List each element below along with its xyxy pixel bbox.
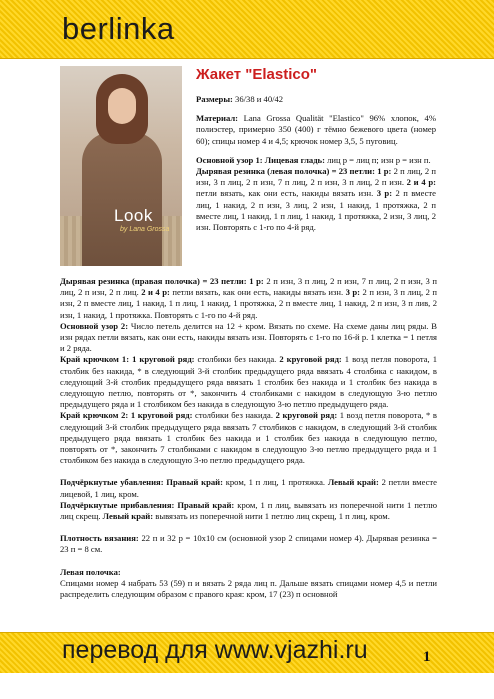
density-label: Плотность вязания: [60,533,139,544]
decreases-label2: Левый край: [327,477,379,488]
edge2-paragraph [60,410,437,466]
pattern2-paragraph [60,321,437,355]
photo-face [108,88,136,124]
edge2-text2: 1 возд петля поворота, * в следующий 3-й столбик предыдущего ряда ввязать 7 столбиков с накидом, в следующий 3-й столбик предыдущего ряда ввязать 1 столбик без накида и 1 столбик без накида в следующую петлю, повторять от *, закончить 7 столбиками с накидом в следующую 3-ю петлю предыдущего ряда и 1 столбиком без накида в следующую 3-ю петлю предыдущего ряда. [60,410,437,466]
pattern2-label: Основной узор 2: [60,320,129,331]
brand-logo-text: berlinka [62,11,175,46]
footer-link-text[interactable]: перевод для www.vjazhi.ru [62,636,368,664]
increases-paragraph [60,500,437,522]
sizes-label: Размеры: [196,94,233,104]
model-photo [60,66,182,266]
rib-left-label: Дырявая резинка (левая полочка) = 23 петли: 1 р: [196,166,392,177]
rib-left-label3: 3 р: [376,188,393,199]
edge1-paragraph [60,354,437,410]
decreases-text1: кром, 1 п лиц, 1 протяжка. [222,477,328,488]
spacer [60,466,437,477]
intro-column [196,94,436,233]
main-text [60,276,437,600]
edge1-text1: столбики без накида. [194,354,280,365]
edge1-text2: 1 возд петля поворота, 1 столбик без накида, * в следующий 3-й столбик предыдущего ряда ввязать 4 столбика с накидом, в следующий 3-й столбик предыдущего ряда ввязать 1 столбик без накида и 1 столбик без накида в следующую петлю, повторять от *, закончить 4 столбиками с накидом в следующую 3-ю петлю предыдущего ряда и 1 столбиком без накида в следующую 3-ю петлю предыдущего ряда. [60,354,438,410]
rib-right-label3: 3 р: [345,287,361,298]
photo-caption: Look [114,206,153,225]
edge1-label: Край крючком 1: 1 круговой ряд: [60,354,195,365]
decreases-label: Подчёркнутые убавления: Правый край: [60,477,223,488]
rib-right-text1: 2 п изн, 3 п лиц, 2 п изн, 7 п лиц, 2 п изн, 3 п лиц, 2 п изн, 2 п лиц. [60,276,437,298]
rib-right-text3: 2 п изн, 3 п лиц, 2 п изн, 2 п вместе лиц, 1 накид, 1 п лиц, 1 накид, 1 протяжка, 2 п вместе лиц, 1 накид, 2 п изн, 3 п лив, 2 изн, 1 накид, 1 протяжка. Повторять с 1-го по 4-й ряд. [60,287,437,320]
edge2-text1: столбики без накида. [192,410,276,421]
rib-left-text2: петли вязать, как они есть, накиды вязать изн. [196,188,377,199]
left-front-heading [60,567,437,578]
photo-body [82,132,162,266]
density-paragraph [60,533,437,555]
pattern2-text: Число петель делится на 12 + кром. Вязать по схеме. На схеме даны лиц ряды. В изн рядах петли вязать, как они есть, накиды вязать изн. Повторять с 1-го по 16-й р. 1 клетка = 1 петля и 2 ряда. [60,320,437,354]
increases-text2: вывязать из поперечной нити 1 петлю лиц скрещ, 1 п лиц, кром. [153,511,390,522]
left-front-label: Левая полочка: [60,566,121,577]
increases-label: Подчёркнутые прибавления: Правый край: [60,499,235,510]
sizes-paragraph [196,94,436,105]
left-front-paragraph: Спицами номер 4 набрать 53 (59) п и вязать 2 ряда лиц п. Дальше вязать спицами номер 4,5 и петли распределить следующим образом с правого края: кром, 17 (23) п основной [60,577,437,600]
increases-text1: кром, 1 п лиц, вывязать из поперечной нити 1 петлю лиц скрещ. [60,499,437,522]
pattern1-label: Основной узор 1: Лицевая гладь: [196,154,325,165]
material-text: Lana Grossa Qualität "Elastico" 96% хлопок, 4% полиэстер, примерно 350 (400) г тёмно бежевого цвета (номер 60); спицы номер 4 и 4,5; крючок номер 3,5, 5 пуговиц. [196,113,436,146]
rib-left-label2: 2 и 4 р: [406,177,436,188]
increases-label2: Левый край: [102,511,154,522]
decreases-paragraph [60,477,437,499]
pattern1-text: лиц р = лиц п; изн р = изн п. [324,154,431,165]
pattern1-paragraph [196,155,436,166]
rib-left-text3: 2 п вместе лиц, 1 накид, 2 п изн, 3 лиц, 2 изн, 1 накид, 1 протяжка, 2 п вместе лиц, 1 накид, 1 п лиц, 1 накид, 1 протяжка, 2 изн, 3 лиц, 2 изн. Повторять с 1-го по 4-й ряд. [196,188,436,233]
page-number: 1 [423,649,431,665]
edge2-label: Край крючком 2: 1 круговой ряд: [60,410,193,421]
rib-right-text2: петли вязать, как они есть, накиды вязать изн. [169,287,346,298]
material-paragraph [196,113,436,147]
spacer [60,522,437,533]
rib-left-paragraph-start [196,166,436,233]
material-label: Материал: [196,113,239,124]
photo-caption-sub: by Lana Grossa [120,226,170,233]
page-title: Жакет "Elastico" [196,66,317,83]
spacer [60,556,437,567]
density-text: 22 п и 32 р = 10х10 см (основной узор 2 спицами номер 4). Дырявая резинка = 23 п = 8 см. [60,533,437,555]
rib-left-text1: 2 п лиц, 2 п изн, 3 п лиц, 2 п изн, 7 п лиц, 2 п изн, 3 п лиц, 2 п изн. [196,166,436,188]
sizes-text: 36/38 и 40/42 [232,94,284,104]
header-band [0,0,494,59]
edge2-label2: 2 круговой ряд: [275,410,338,421]
edge1-label2: 2 круговой ряд: [279,354,342,365]
rib-right-paragraph [60,276,437,321]
rib-right-label2: 2 и 4 р: [141,287,170,298]
decreases-text2: 2 петли вместе лицевой, 1 лиц, кром. [60,477,437,499]
rib-right-label: Дырявая резинка (правая полочка) = 23 петли: 1 р: [60,276,264,286]
